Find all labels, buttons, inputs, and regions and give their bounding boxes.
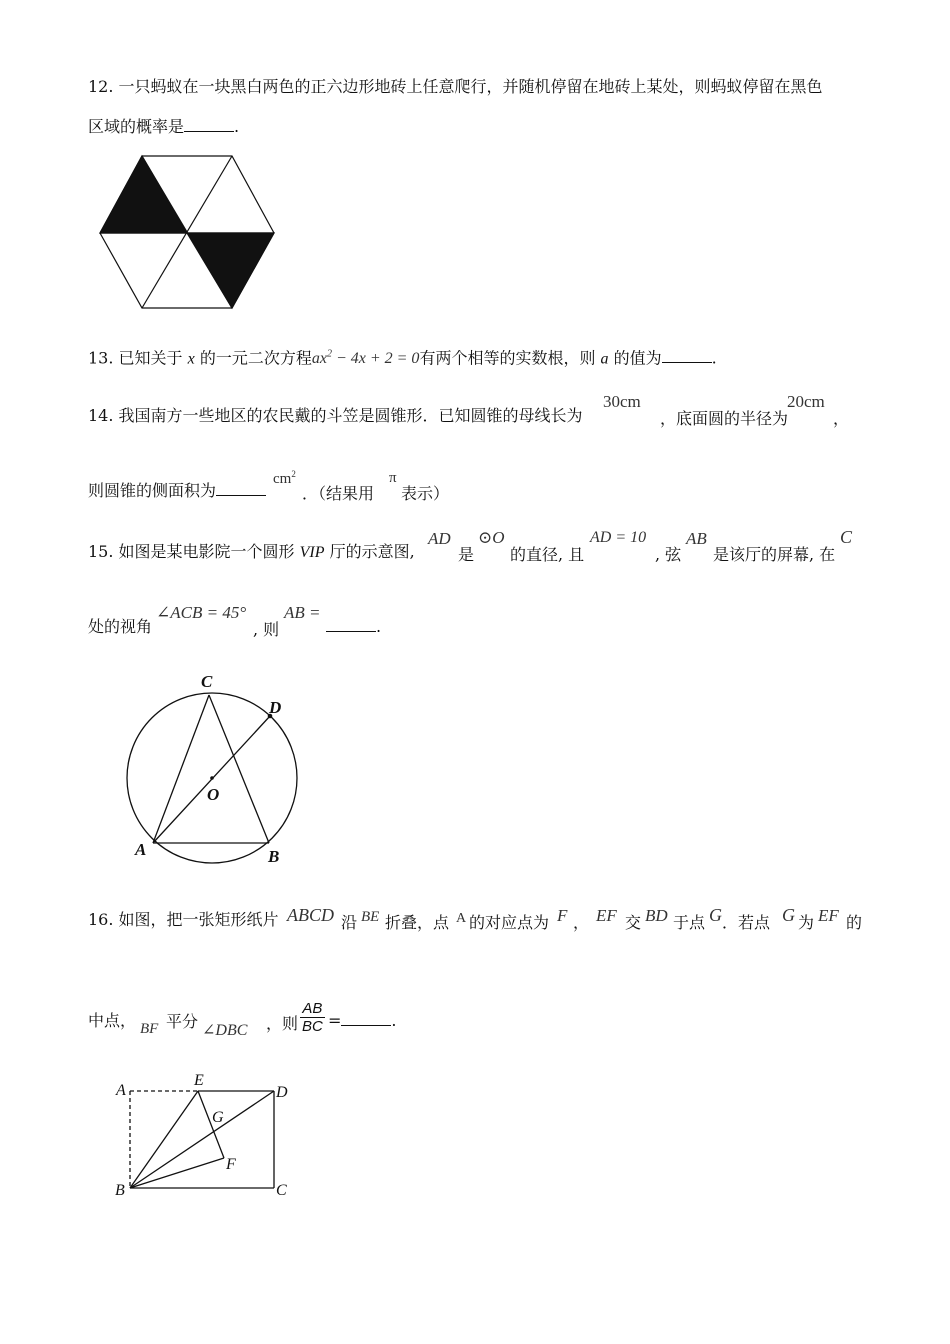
equals-sign: = bbox=[328, 1011, 342, 1030]
point-G-2: G bbox=[782, 905, 795, 925]
q13-text-1: 13. 已知关于 bbox=[88, 348, 188, 368]
point-F: F bbox=[557, 906, 568, 925]
q16-line2 bbox=[88, 1011, 136, 1031]
seg-BE: BE bbox=[361, 909, 380, 925]
q16-of: 的 bbox=[846, 913, 863, 932]
q16-text-1: 16. 如图，把一张矩形纸片 bbox=[88, 910, 279, 929]
q13-text-4: 的值为 bbox=[608, 348, 662, 368]
q15-text-3: 的直径, 且 bbox=[510, 545, 585, 564]
black-triangle-2 bbox=[187, 233, 274, 308]
q16-is: 为 bbox=[798, 913, 815, 932]
answer-blank bbox=[216, 481, 266, 496]
label-A: A bbox=[116, 1082, 126, 1099]
q14-text-5: 表示） bbox=[401, 484, 450, 503]
q16-text-2: 中点， bbox=[88, 1011, 137, 1030]
label-D: D bbox=[269, 698, 282, 717]
q14-text-4: ．（结果用 bbox=[302, 484, 375, 503]
fraction-numerator: AB bbox=[300, 1000, 325, 1018]
label-B: B bbox=[115, 1182, 125, 1199]
seg-EF: EF bbox=[596, 906, 617, 925]
q13-text-3: 有两个相等的实数根，则 bbox=[419, 348, 601, 368]
seg-BF: BF bbox=[140, 1021, 159, 1037]
label-F: F bbox=[226, 1156, 236, 1173]
black-triangle-1 bbox=[100, 156, 187, 233]
seg-EF-2: EF bbox=[818, 906, 839, 925]
q15-line2 bbox=[88, 617, 152, 637]
q14-text-2: ，底面圆的半径为 bbox=[660, 409, 789, 428]
answer-blank bbox=[662, 348, 712, 363]
fraction-denominator: BC bbox=[302, 1018, 323, 1035]
q13-period: . bbox=[711, 348, 717, 368]
eq-ax: ax bbox=[311, 350, 327, 368]
q14-text-1: 14. 我国南方一些地区的农民戴的斗笠是圆锥形．已知圆锥的母线长为 bbox=[88, 406, 583, 425]
length-30cm: 30cm bbox=[603, 392, 641, 411]
q16-bisect: 平分 bbox=[166, 1012, 199, 1031]
AD-equals-10: AD = 10 bbox=[590, 529, 647, 546]
q14-text-3: 则圆锥的侧面积为 bbox=[88, 481, 217, 500]
q12-text: 区域的概率是 bbox=[88, 117, 185, 136]
label-D: D bbox=[276, 1084, 288, 1101]
label-G: G bbox=[212, 1109, 224, 1126]
AB-equals: AB = bbox=[284, 603, 321, 622]
q15-text-1: 15. 如图是某电影院一个圆形 bbox=[88, 542, 300, 561]
q14-line2 bbox=[88, 481, 266, 501]
point-G: G bbox=[709, 905, 722, 925]
q16-comma: ， bbox=[573, 913, 590, 932]
q16-line1 bbox=[88, 910, 279, 930]
q15-is: 是 bbox=[458, 545, 475, 564]
chord-AB: AB bbox=[686, 529, 707, 548]
circle-O: ⊙O bbox=[478, 528, 505, 547]
eq-rest: − 4x + 2 = 0 bbox=[331, 350, 420, 368]
length-20cm: 20cm bbox=[787, 392, 825, 411]
q16-at: 于点 bbox=[673, 913, 706, 932]
pi-symbol: π bbox=[389, 470, 397, 486]
folded-rectangle-figure bbox=[108, 1070, 308, 1200]
label-C: C bbox=[201, 672, 213, 691]
label-O: O bbox=[207, 785, 220, 804]
q16-corr: 的对应点为 bbox=[469, 913, 550, 932]
q15-text-2: 厅的示意图, bbox=[324, 542, 415, 561]
answer-blank bbox=[326, 617, 376, 632]
unit-cm2 bbox=[273, 469, 296, 488]
q15-line1 bbox=[88, 542, 415, 563]
fraction bbox=[300, 1000, 325, 1035]
q16-along: 沿 bbox=[341, 913, 358, 932]
q15-text-5: 是该厅的屏幕, 在 bbox=[713, 545, 836, 564]
q16-answer bbox=[328, 1011, 397, 1030]
q16-fold: 折叠，点 bbox=[385, 913, 450, 932]
label-A: A bbox=[135, 840, 147, 859]
q16-if: ．若点 bbox=[722, 913, 771, 932]
circle-triangle-figure bbox=[120, 665, 320, 870]
angle-DBC: ∠DBC bbox=[202, 1022, 248, 1039]
q12-line2 bbox=[88, 117, 239, 137]
equation bbox=[312, 350, 420, 367]
fraction-AB-BC bbox=[300, 1000, 325, 1035]
point-C: C bbox=[840, 527, 853, 547]
q14-line1 bbox=[88, 406, 583, 426]
vip-text: VIP bbox=[299, 544, 325, 561]
q15-then: , 则 bbox=[253, 620, 280, 639]
q15-text-4: , 弦 bbox=[655, 545, 682, 564]
q13-line bbox=[88, 345, 717, 369]
q13-text-2: 的一元二次方程 bbox=[194, 348, 312, 368]
hexagon-figure bbox=[96, 152, 278, 312]
answer-blank bbox=[341, 1011, 391, 1026]
q16-period: . bbox=[391, 1011, 397, 1030]
answer-blank bbox=[184, 117, 234, 132]
unit-exponent: 2 bbox=[291, 469, 296, 479]
label-E: E bbox=[194, 1072, 204, 1089]
seg-BD: BD bbox=[645, 906, 668, 925]
var-a: a bbox=[600, 350, 609, 368]
q16-then: ，则 bbox=[266, 1014, 299, 1033]
q12-line1: 12. 一只蚂蚁在一块黑白两色的正六边形地砖上任意爬行，并随机停留在地砖上某处，则蚂蚁停留在黑色 bbox=[88, 77, 823, 96]
rect-ABCD: ABCD bbox=[287, 905, 334, 925]
eq-exponent: 2 bbox=[326, 349, 332, 360]
seg-AD: AD bbox=[428, 529, 451, 548]
point-A: A bbox=[456, 911, 467, 926]
var-x: x bbox=[187, 350, 195, 368]
unit-cm: cm bbox=[273, 471, 292, 487]
q14-comma: ， bbox=[833, 409, 850, 428]
q12-period: . bbox=[234, 117, 240, 136]
label-C: C bbox=[276, 1182, 287, 1199]
q16-cross: 交 bbox=[625, 913, 642, 932]
q15-period: . bbox=[376, 617, 382, 636]
angle-ACB: ∠ACB = 45° bbox=[156, 603, 247, 622]
q15-text-6: 处的视角 bbox=[88, 617, 153, 636]
q15-answer bbox=[326, 617, 381, 636]
label-B: B bbox=[268, 847, 280, 866]
